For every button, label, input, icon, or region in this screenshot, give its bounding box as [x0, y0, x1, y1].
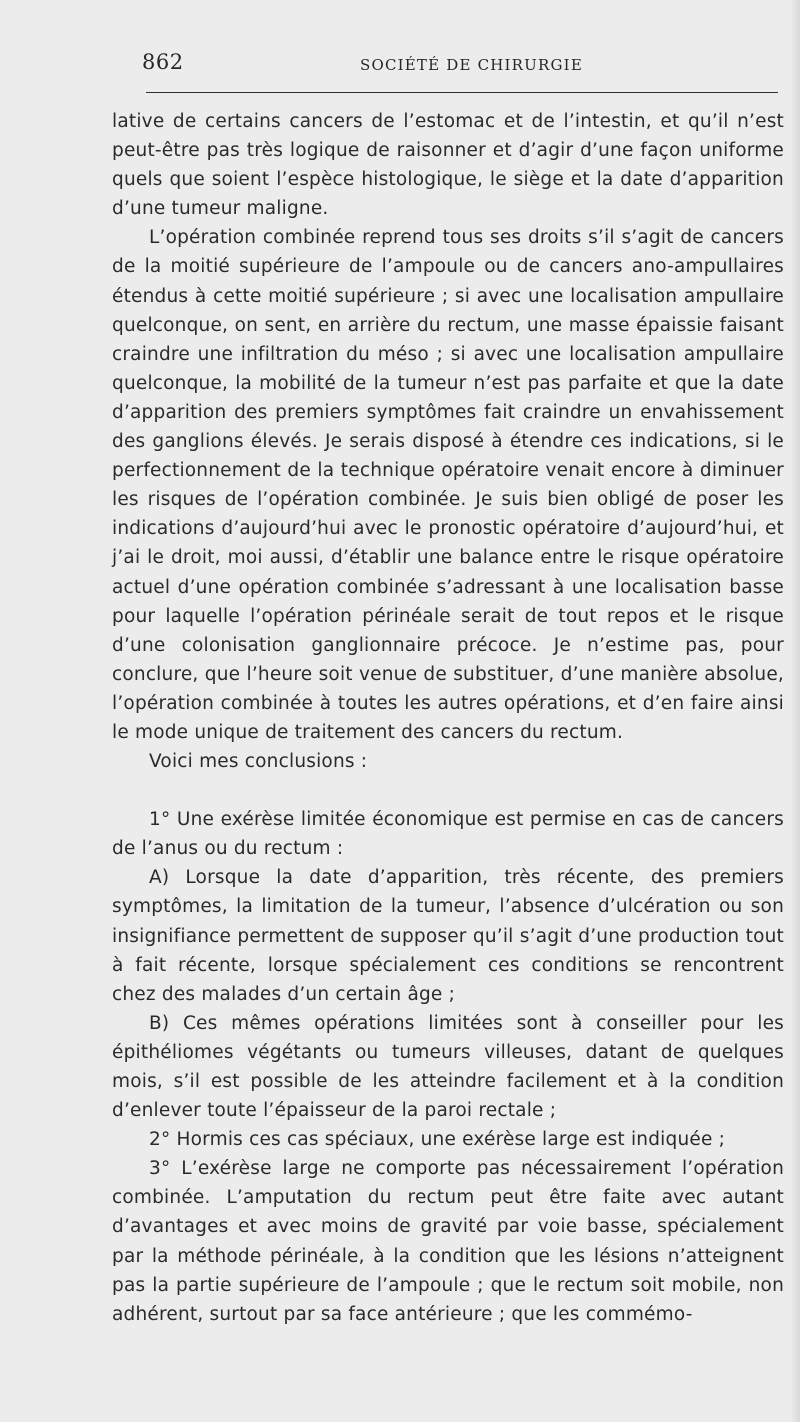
paragraph-conclusion-1a: A) Lorsque la date d’apparition, très récente, des premiers symptômes, la limitation de la tumeur, l’absence d’ulcération ou son insignifiance permettent de supposer qu’il s’agit d’une production tout à fait récente, lorsque spécialement ces conditions se rencontrent chez des malades d’un certain âge ; [112, 867, 784, 1005]
body-text [112, 107, 784, 1329]
paragraph-operation-combinee: L’opération combinée reprend tous ses droits s’il s’agit de cancers de la moitié supérieure de l’ampoule ou de cancers ano-ampullaires étendus à cette moitié supérieure ; si avec une localisation ampullaire quelconque, on sent, en arrière du rectum, une masse épaissie faisant craindre une infiltration du méso ; si avec une localisation ampullaire quelconque, la mobilité de la tumeur n’est pas parfaite et que la date d’apparition des premiers symptômes fait craindre un envahissement des ganglions élevés. Je serais disposé à étendre ces indications, si le perfectionnement de la technique opératoire venait encore à diminuer les risques de l’opération combinée. Je suis bien obligé de poser les indications d’aujourd’hui avec le pronostic opératoire d’aujourd’hui, et j’ai le droit, moi aussi, d’établir une balance entre le risque opératoire actuel d’une opération combinée s’adressant à une localisation basse pour laquelle l’opération périnéale serait de tout repos et le risque d’une colonisation ganglionnaire précoce. Je n’estime pas, pour conclure, que l’heure soit venue de substituer, d’une manière absolue, l’opération combinée à toutes les autres opérations, et d’en faire ainsi le mode unique de traitement des cancers du rectum. [112, 227, 784, 743]
page-edge-shadow [790, 0, 800, 1422]
paragraph-conclusion-1b: B) Ces mêmes opérations limitées sont à conseiller pour les épithéliomes végétants ou tumeurs villeuses, datant de quelques mois, s’il est possible de les atteindre facilement et à la condition d’enlever toute l’épaisseur de la paroi rectale ; [112, 1012, 784, 1122]
paragraph-conclusion-3: 3° L’exérèse large ne comporte pas nécessairement l’opération combinée. L’amputation du rectum peut être faite avec autant d’avantages et avec moins de gravité par voie basse, spécialement par la méthode périnéale, à la condition que les lésions n’atteignent pas la partie supérieure de l’ampoule ; que le rectum soit mobile, non adhérent, surtout par sa face antérieure ; que les commémo- [112, 1158, 784, 1325]
paragraph-continuation: lative de certains cancers de l’estomac et de l’intestin, et qu’il n’est peut-être pas très logique de raisonner et d’agir d’une façon uniforme quels que soient l’espèce histologique, le siège et la date d’apparition d’une tumeur maligne. [112, 111, 784, 220]
header-rule [146, 92, 778, 93]
paragraph-gap [112, 776, 784, 805]
paragraph-conclusions-intro: Voici mes conclusions : [149, 751, 368, 773]
paragraph-conclusion-2: 2° Hormis ces cas spéciaux, une exérèse large est indiquée ; [149, 1129, 726, 1151]
page-header [0, 0, 800, 100]
paragraph-conclusion-1: 1° Une exérèse limitée économique est permise en cas de cancers de l’anus ou du rectum : [112, 809, 784, 860]
running-title: SOCIÉTÉ DE CHIRURGIE [360, 56, 583, 74]
page-number: 862 [142, 50, 184, 74]
